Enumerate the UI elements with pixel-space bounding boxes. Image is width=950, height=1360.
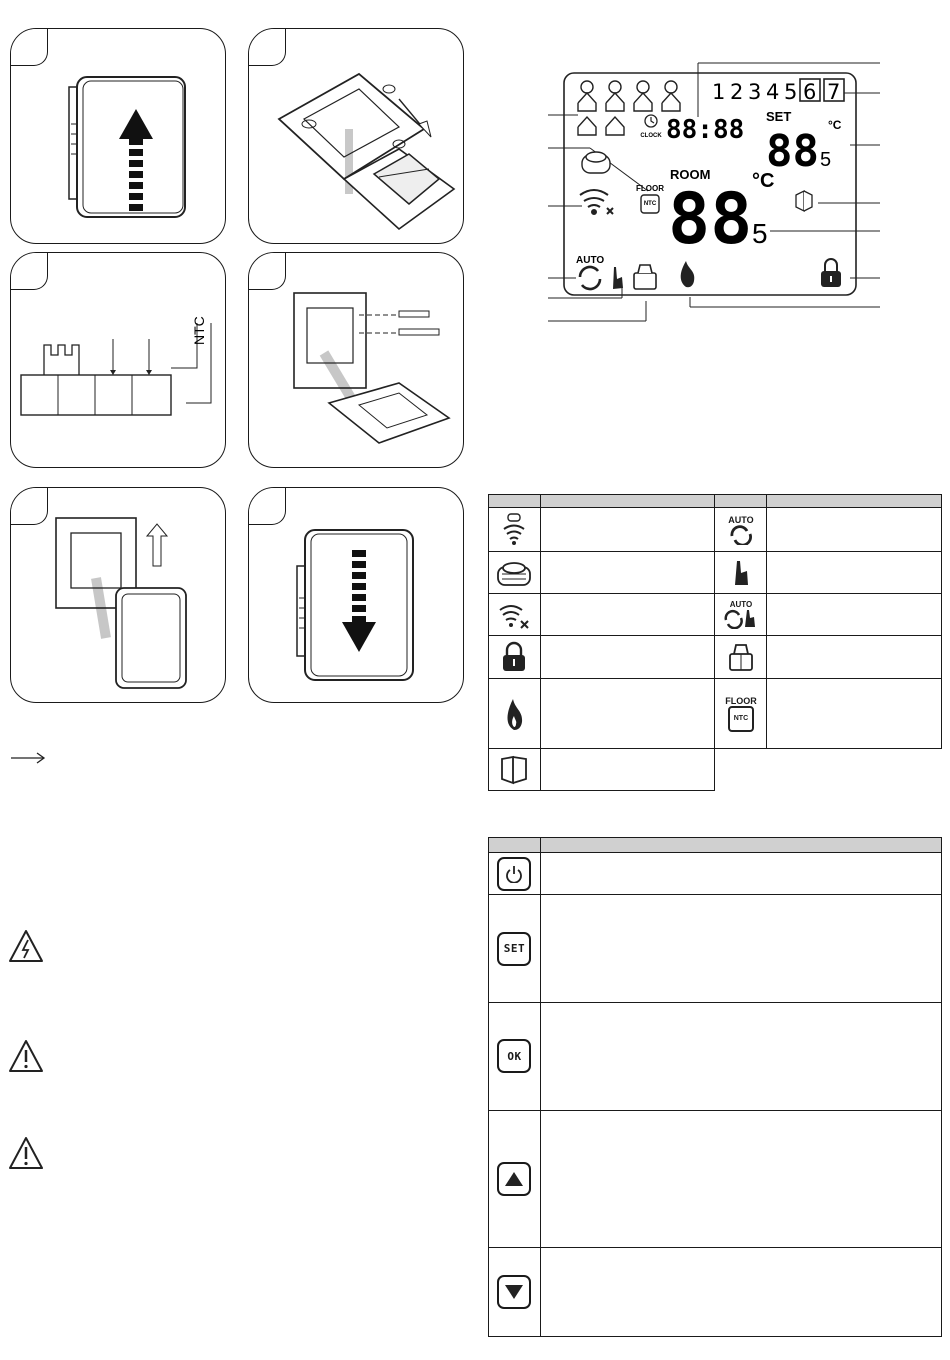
- cloud-icon: [582, 152, 610, 173]
- step-panel-3-wiring: [10, 252, 226, 468]
- table-row: [489, 594, 942, 636]
- flame-icon: [503, 697, 525, 731]
- ntc-label: NTC: [733, 715, 749, 722]
- table-row: [489, 508, 942, 552]
- cloud-icon: [496, 559, 532, 587]
- day-2: 2: [730, 80, 744, 104]
- auto-manual-icon: [724, 609, 758, 629]
- table-row: [489, 749, 942, 791]
- ntc-sensor-label: NTC: [191, 316, 207, 345]
- ok-button-icon: OK: [497, 1039, 531, 1073]
- electric-hazard-icon: [7, 928, 45, 964]
- day-7: 7: [827, 80, 841, 104]
- table-header-row: [489, 838, 942, 853]
- day-5: 5: [784, 80, 798, 104]
- floor-sensor-icon: [728, 706, 754, 732]
- auto-label: AUTO: [729, 600, 753, 609]
- room-temperature-decimal: 5: [752, 218, 768, 249]
- faceplate-up-illustration: [11, 29, 225, 243]
- table-row: [489, 636, 942, 679]
- room-temperature-unit: °C: [752, 170, 775, 192]
- floor-label: FLOOR: [725, 695, 757, 706]
- table-row: [489, 1110, 942, 1248]
- step-panel-2: [248, 28, 464, 244]
- table-row: [489, 895, 942, 1003]
- faceplate-attach-illustration: [11, 488, 225, 702]
- day-6: 6: [803, 80, 817, 104]
- table-header-row: [489, 495, 942, 508]
- step-panel-6: [248, 487, 464, 703]
- holiday-bag-icon: [727, 642, 755, 672]
- weekday-indicators: [712, 79, 844, 104]
- room-temperature-digits: 88: [668, 178, 753, 260]
- frame-module-illustration: [249, 29, 463, 243]
- set-temperature-decimal: 5: [820, 149, 832, 171]
- buttons-table: [488, 837, 942, 1337]
- table-row: [489, 552, 942, 594]
- table-row: [489, 853, 942, 895]
- day-3: 3: [748, 80, 762, 104]
- table-row: [489, 1002, 942, 1110]
- wall-mount-illustration: [249, 253, 463, 467]
- clock-label: CLOCK: [640, 133, 662, 139]
- lcd-display-diagram: [490, 45, 945, 335]
- table-row: [489, 1248, 942, 1337]
- warning-icon: [7, 1038, 45, 1074]
- window-open-icon: [499, 755, 529, 785]
- floor-label: FLOOR: [636, 184, 664, 193]
- set-temperature-unit: °C: [828, 118, 842, 132]
- arrow-right-icon: [10, 750, 46, 766]
- down-arrow-icon: [497, 1275, 531, 1309]
- wifi-connected-icon: [500, 513, 528, 547]
- day-1: 1: [712, 80, 726, 104]
- warning-icon: [7, 1135, 45, 1171]
- wiring-diagram: [11, 253, 225, 467]
- power-button-icon: [497, 857, 531, 891]
- faceplate-down-illustration: [249, 488, 463, 702]
- up-arrow-icon: [497, 1162, 531, 1196]
- step-panel-1: [10, 28, 226, 244]
- window-open-icon: [796, 191, 812, 211]
- auto-label: AUTO: [728, 514, 754, 525]
- room-label: ROOM: [670, 167, 711, 182]
- day-4: 4: [766, 80, 780, 104]
- wifi-disconnected-icon: [497, 600, 531, 630]
- floor-ntc-label: NTC: [643, 201, 657, 207]
- lock-icon: [501, 641, 527, 673]
- set-button-icon: SET: [497, 932, 531, 966]
- step-panel-4: [248, 252, 464, 468]
- table-row: [489, 679, 942, 749]
- auto-mode-icon: [729, 525, 753, 545]
- set-temperature-digits: 88: [766, 126, 819, 177]
- manual-hand-icon: [731, 559, 751, 587]
- symbols-table: [488, 494, 942, 791]
- auto-label: AUTO: [576, 255, 605, 266]
- step-panel-5: [10, 487, 226, 703]
- set-label: SET: [766, 109, 792, 124]
- clock-digits: 88:88: [666, 115, 745, 145]
